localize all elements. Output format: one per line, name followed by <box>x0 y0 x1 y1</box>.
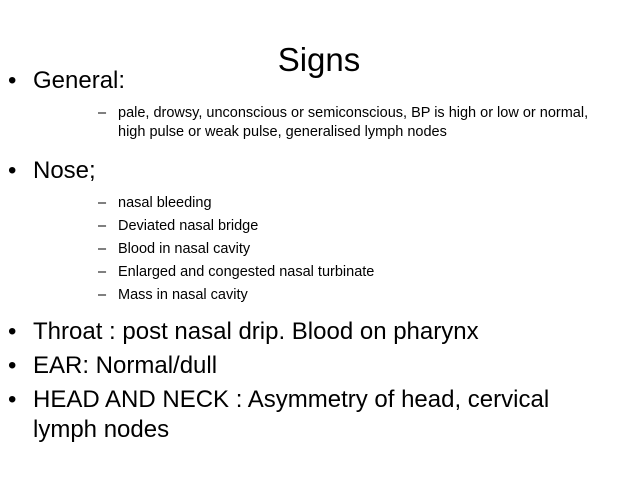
sub-bullet-nasal-bleeding <box>8 194 628 213</box>
bullet-general-heading: General: <box>33 67 126 94</box>
bullet-head-neck-text: HEAD AND NECK : Asymmetry of head, cervical lymph nodes <box>33 386 550 443</box>
sub-bullet-text: pale, drowsy, unconscious or semiconscious, BP is high or low or normal, high pulse or weak pulse, generalised lymph nodes <box>118 105 589 140</box>
dash-icon: – <box>98 105 107 121</box>
sub-bullet-text: Mass in nasal cavity <box>118 287 248 303</box>
sub-bullet-mass-in-cavity <box>8 286 628 305</box>
bullet-dot-icon: • <box>8 157 17 184</box>
bullet-throat <box>8 317 628 347</box>
bullet-dot-icon: • <box>8 67 17 94</box>
bullet-throat-text: Throat : post nasal drip. Blood on pharynx <box>33 318 479 345</box>
dash-icon: – <box>98 195 107 211</box>
sub-bullet-text: Enlarged and congested nasal turbinate <box>118 264 375 280</box>
bullet-dot-icon: • <box>8 352 17 379</box>
slide-title: Signs <box>277 41 361 78</box>
sub-bullet-blood-in-cavity <box>8 240 628 259</box>
bullet-nose-heading: Nose; <box>33 157 96 184</box>
sub-bullet-text: Blood in nasal cavity <box>118 241 251 257</box>
bullet-dot-icon: • <box>8 318 17 345</box>
general-sublist <box>8 104 628 142</box>
bullet-general <box>8 66 628 96</box>
slide-content <box>8 66 628 445</box>
dash-icon: – <box>98 264 107 280</box>
bullet-head-neck <box>8 385 628 445</box>
dash-icon: – <box>98 218 107 234</box>
dash-icon: – <box>98 241 107 257</box>
dash-icon: – <box>98 287 107 303</box>
bullet-nose <box>8 156 628 186</box>
sub-bullet-text: nasal bleeding <box>118 195 212 211</box>
bullet-dot-icon: • <box>8 386 17 413</box>
bullet-ear-text: EAR: Normal/dull <box>33 352 218 379</box>
bullet-ear <box>8 351 628 381</box>
sub-bullet-deviated-bridge <box>8 217 628 236</box>
sub-bullet-enlarged-turbinate <box>8 263 628 282</box>
sub-bullet-general-signs <box>8 104 628 142</box>
sub-bullet-text: Deviated nasal bridge <box>118 218 259 234</box>
nose-sublist <box>8 194 628 305</box>
